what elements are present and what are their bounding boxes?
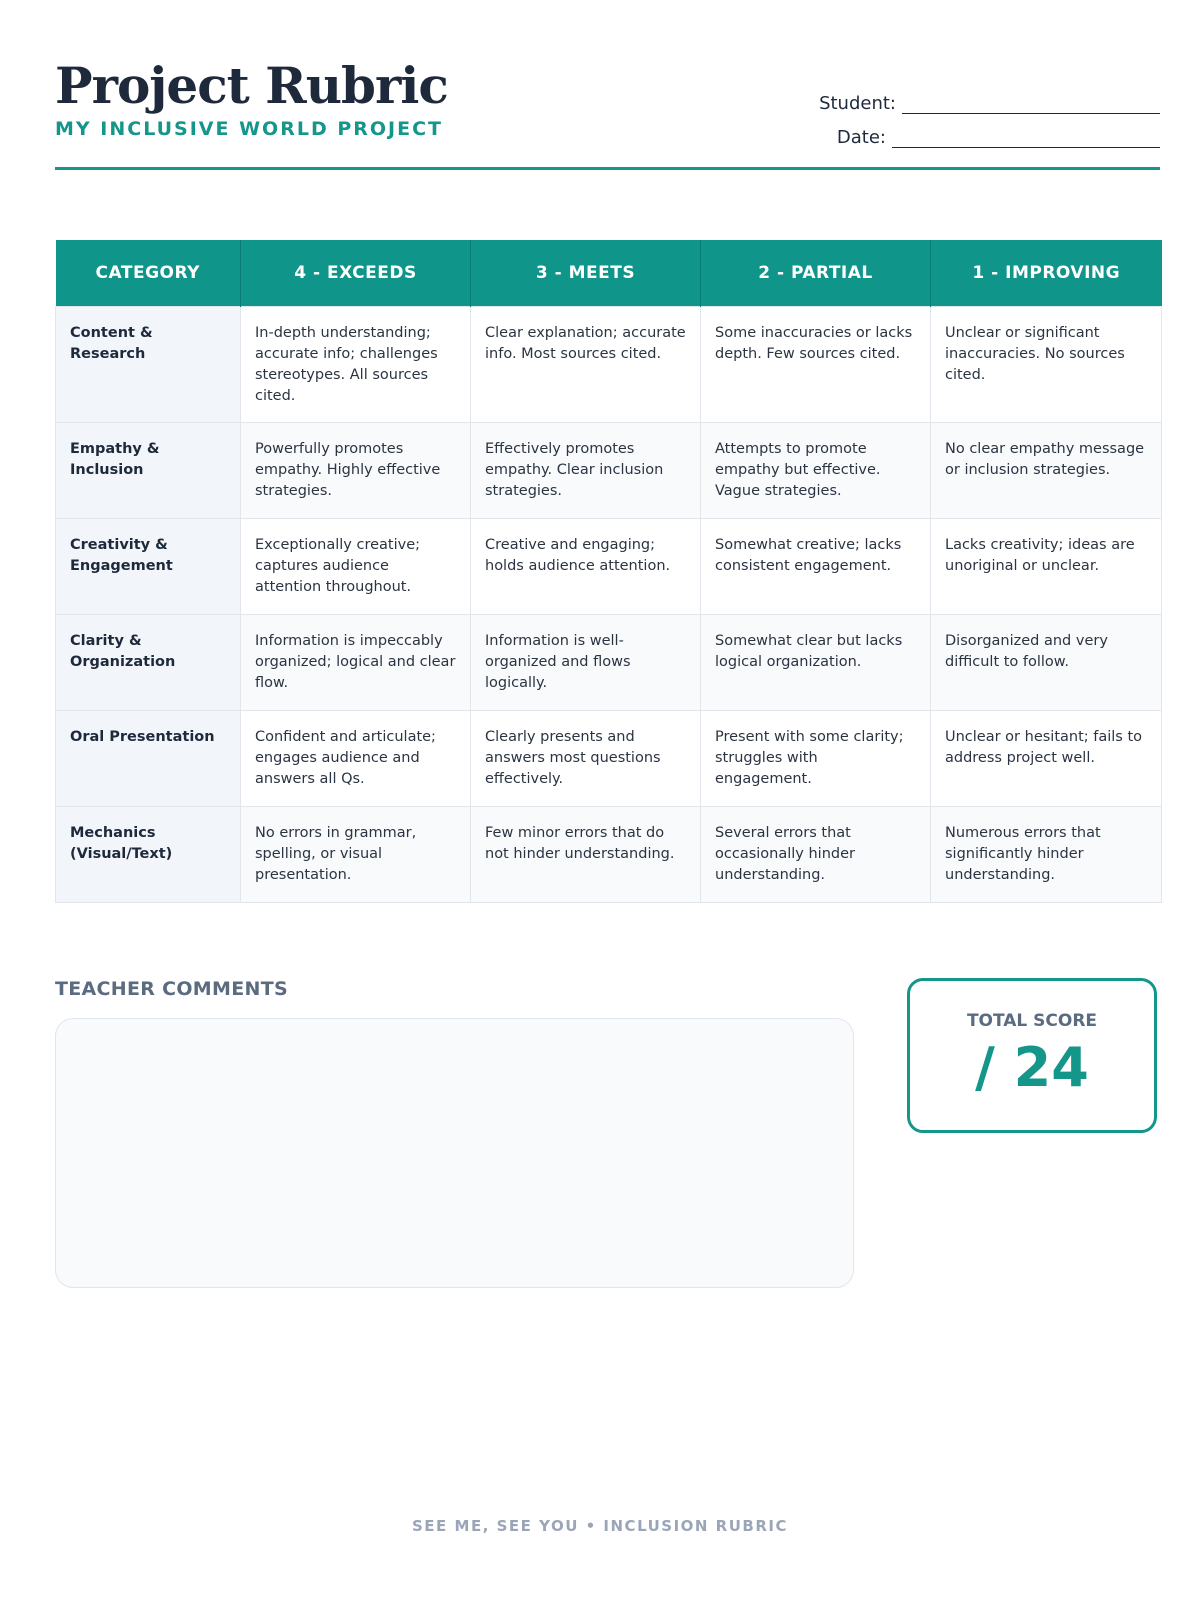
header-divider (55, 167, 1160, 170)
meets-cell: Information is well-organized and flows logically. (471, 615, 701, 711)
student-name-line[interactable] (902, 91, 1160, 114)
date-field-row (800, 114, 1160, 148)
teacher-comments-box[interactable] (55, 1018, 854, 1288)
page-footer: SEE ME, SEE YOU • INCLUSION RUBRIC (412, 1517, 788, 1535)
meets-cell: Creative and engaging; holds audience attention. (471, 519, 701, 615)
category-cell: Empathy & Inclusion (56, 423, 241, 519)
column-header-category: CATEGORY (56, 240, 241, 307)
student-label: Student: (819, 93, 896, 114)
column-header-exceeds: 4 - EXCEEDS (241, 240, 471, 307)
table-row (56, 807, 1162, 903)
column-header-partial: 2 - PARTIAL (701, 240, 931, 307)
partial-cell: Present with some clarity; struggles with engagement. (701, 711, 931, 807)
page-subtitle: MY INCLUSIVE WORLD PROJECT (55, 118, 443, 140)
table-row (56, 519, 1162, 615)
rubric-header-row (56, 240, 1162, 307)
student-info (800, 80, 1160, 148)
category-cell: Oral Presentation (56, 711, 241, 807)
improving-cell: No clear empathy message or inclusion strategies. (931, 423, 1162, 519)
total-score-box (907, 978, 1157, 1133)
partial-cell: Somewhat creative; lacks consistent engagement. (701, 519, 931, 615)
page-header (55, 56, 1160, 148)
exceeds-cell: Exceptionally creative; captures audience attention throughout. (241, 519, 471, 615)
exceeds-cell: In-depth understanding; accurate info; challenges stereotypes. All sources cited. (241, 307, 471, 423)
page-title: Project Rubric (55, 56, 448, 115)
column-header-meets: 3 - MEETS (471, 240, 701, 307)
partial-cell: Some inaccuracies or lacks depth. Few sources cited. (701, 307, 931, 423)
total-score-value: / 24 (975, 1036, 1089, 1099)
improving-cell: Unclear or significant inaccuracies. No sources cited. (931, 307, 1162, 423)
column-header-improving: 1 - IMPROVING (931, 240, 1162, 307)
teacher-comments-heading: TEACHER COMMENTS (55, 978, 288, 1000)
date-label: Date: (836, 127, 886, 148)
improving-cell: Numerous errors that significantly hinder understanding. (931, 807, 1162, 903)
category-cell: Mechanics (Visual/Text) (56, 807, 241, 903)
total-score-label: TOTAL SCORE (966, 1011, 1098, 1031)
table-row (56, 711, 1162, 807)
meets-cell: Clearly presents and answers most questions effectively. (471, 711, 701, 807)
rubric-table (55, 240, 1162, 903)
partial-cell: Somewhat clear but lacks logical organization. (701, 615, 931, 711)
category-cell: Clarity & Organization (56, 615, 241, 711)
improving-cell: Lacks creativity; ideas are unoriginal or unclear. (931, 519, 1162, 615)
exceeds-cell: Information is impeccably organized; logical and clear flow. (241, 615, 471, 711)
exceeds-cell: Powerfully promotes empathy. Highly effective strategies. (241, 423, 471, 519)
meets-cell: Clear explanation; accurate info. Most sources cited. (471, 307, 701, 423)
meets-cell: Few minor errors that do not hinder understanding. (471, 807, 701, 903)
exceeds-cell: Confident and articulate; engages audience and answers all Qs. (241, 711, 471, 807)
table-row (56, 423, 1162, 519)
partial-cell: Several errors that occasionally hinder understanding. (701, 807, 931, 903)
partial-cell: Attempts to promote empathy but effective. Vague strategies. (701, 423, 931, 519)
student-field-row (800, 80, 1160, 114)
table-row (56, 307, 1162, 423)
category-cell: Creativity & Engagement (56, 519, 241, 615)
improving-cell: Disorganized and very difficult to follow. (931, 615, 1162, 711)
meets-cell: Effectively promotes empathy. Clear inclusion strategies. (471, 423, 701, 519)
exceeds-cell: No errors in grammar, spelling, or visual presentation. (241, 807, 471, 903)
improving-cell: Unclear or hesitant; fails to address project well. (931, 711, 1162, 807)
date-line[interactable] (892, 125, 1160, 148)
category-cell: Content & Research (56, 307, 241, 423)
table-row (56, 615, 1162, 711)
